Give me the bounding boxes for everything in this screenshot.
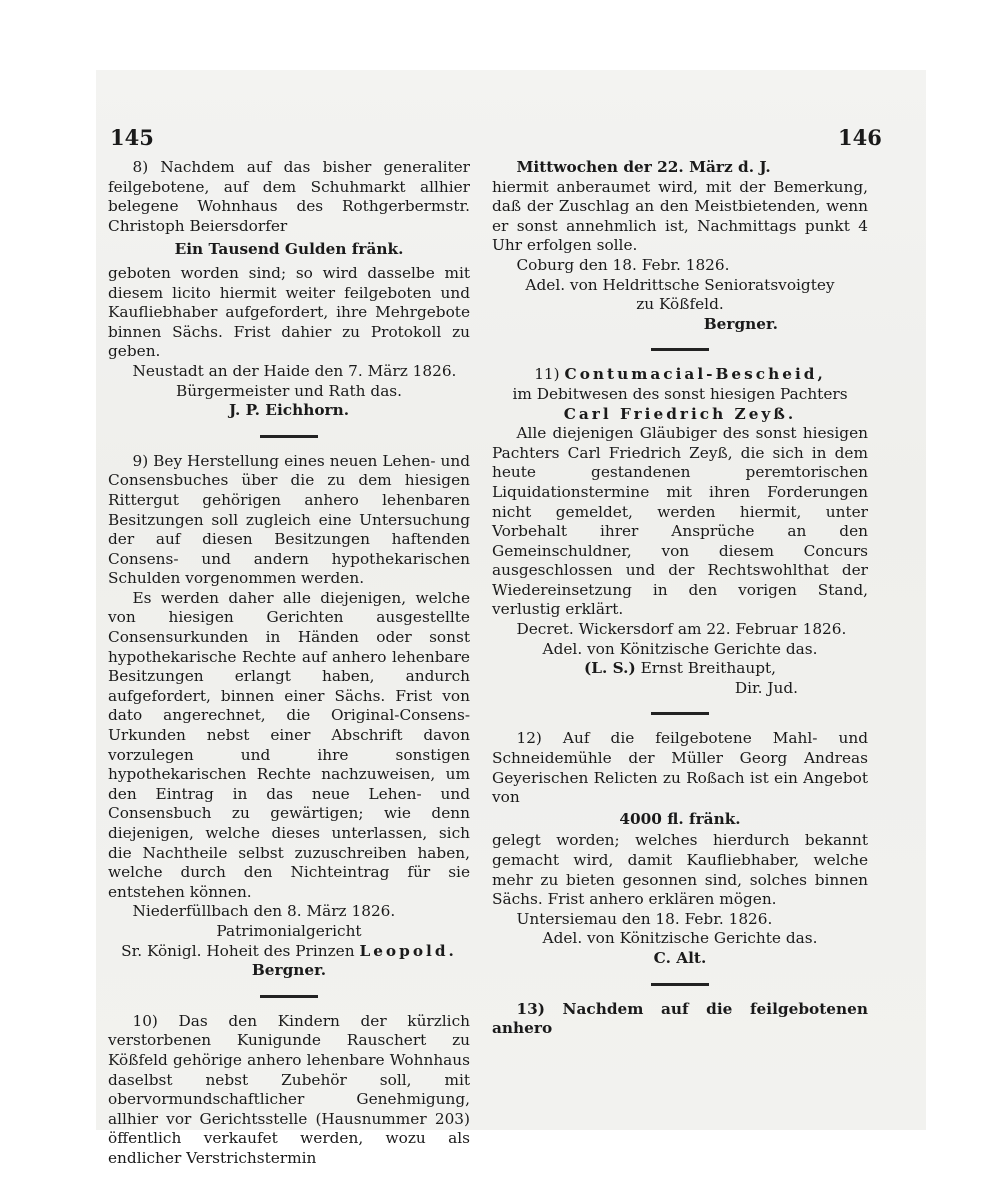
notice-12-signature-office: Adel. von Könitzische Gerichte das.	[542, 929, 818, 948]
notice-12-signature-name: C. Alt.	[653, 948, 707, 967]
notice-11-heading	[492, 365, 868, 385]
notice-8-text-cont: geboten worden sind; so wird dasselbe mit diesem licito hiermit weiter feilgeboten und Kaufliebhaber aufgefordert, ihre Mehrgebote binnen Sächs. Frist dahier zu Protokoll zu geben.	[108, 263, 470, 361]
notice-12-date: Untersiemau den 18. Febr. 1826.	[516, 909, 773, 928]
notice-10-text-cont: hiermit anberaumet wird, mit der Bemerkung, daß der Zuschlag an den Meistbietenden, wenn er sonst annehmlich ist, Nachmittags punkt 4 Uhr erfolgen solle.	[492, 177, 868, 255]
notice-12-amount: 4000 fl. fränk.	[619, 809, 741, 828]
notice-10-date: Coburg den 18. Febr. 1826.	[516, 255, 730, 274]
notice-12-text-cont: gelegt worden; welches hierdurch bekannt gemacht wird, damit Kaufliebhaber, welche mehr zu bieten gesonnen sind, solches binnen Sächs. Frist anhero erklären mögen.	[492, 831, 868, 909]
notice-9-text: 9) Bey Herstellung eines neuen Lehen- und Consensbuches über die zu dem hiesigen Rittergut gehörigen anhero lehenbaren Besitzungen soll zugleich eine Untersuchung der auf diesen Besitzungen haftenden Consens- und andern hypothekarischen Schulden vorgenommen werden.	[108, 451, 470, 588]
notice-11-seal: (L. S.)	[583, 659, 636, 678]
notice-9-signature-prince: Leopold.	[359, 941, 457, 960]
notice-8-signature-office: Bürgermeister und Rath das.	[175, 381, 403, 400]
notice-11-text: Alle diejenigen Gläubiger des sonst hiesigen Pachters Carl Friedrich Zeyß, die sich in dem heute gestandenen peremtorischen Liquidationstermine mit ihren Forderungen nicht gemeldet, werden hiermit, unter Vorbehalt ihrer Ansprüche an den Gemeinschuldner, von diesem Concurs ausgeschlossen und der Rechtswohlthat der Wiedereinsetzung in den vorigen Stand, verlustig erklärt.	[492, 424, 868, 619]
notice-8-date: Neustadt an der Haide den 7. März 1826.	[132, 361, 457, 380]
separator-rule	[651, 712, 709, 715]
notice-11-signature-title: Dir. Jud.	[734, 678, 798, 697]
separator-rule	[260, 435, 318, 438]
notice-11-debtor-name: Carl Friedrich Zeyß.	[563, 404, 797, 423]
page-number-right: 146	[838, 125, 882, 150]
notice-10-date-of-sale: Mittwochen der 22. März d. J.	[516, 158, 771, 176]
left-column	[108, 158, 470, 1169]
notice-8-amount: Ein Tausend Gulden fränk.	[174, 240, 404, 259]
page-number-left: 145	[110, 125, 154, 150]
notice-11-signature-office: Adel. von Könitzische Gerichte das.	[542, 639, 818, 658]
notice-11-date: Decret. Wickersdorf am 22. Februar 1826.	[516, 620, 847, 639]
notice-10-signature-place: zu Kößfeld.	[636, 295, 724, 314]
notice-10-signature-office: Adel. von Heldrittsche Senioratsvoigtey	[525, 275, 835, 294]
notice-8-signature-name: J. P. Eichhorn.	[228, 401, 350, 420]
separator-rule	[260, 995, 318, 998]
notice-12-text: 12) Auf die feilgebotene Mahl- und Schneidemühle der Müller Georg Andreas Geyerischen Relicten zu Roßach ist ein Angebot von	[492, 729, 868, 807]
notice-11-signature-line	[492, 659, 868, 679]
notice-8-text: 8) Nachdem auf das bisher generaliter feilgebotene, auf dem Schuhmarkt allhier belegene Wohnhaus des Rothgerbermstr. Christoph Beiersdorfer	[108, 158, 470, 235]
notice-11-signature-name: Ernst Breithaupt,	[640, 659, 777, 678]
notice-11-number: 11)	[534, 365, 560, 384]
notice-9-text-2: Es werden daher alle diejenigen, welche von hiesigen Gerichten ausgestellte Consensurkunden in Händen oder sonst hypothekarische Rechte auf anhero lehenbare Besitzungen erlangt haben, andurch aufgefordert, binnen einer Sächs. Frist von dato angerechnet, die Original-Consens-Urkunden nebst einer Abschrift davon vorzulegen und ihre sonstigen hypothekarischen Rechte nachzuweisen, um den Eintrag in das neue Lehen- und Consensbuch zu gewärtigen; wie denn diejenigen, welche dieses unterlassen, sich die Nachtheile selbst zuzuschreiben haben, welche durch den Nichteintrag für sie entstehen können.	[108, 588, 470, 901]
notice-9-signature-name: Bergner.	[251, 961, 327, 980]
notice-11-title: Contumacial-Bescheid,	[564, 365, 826, 384]
notice-10-signature-name: Bergner.	[703, 314, 778, 333]
notice-13-text: 13) Nachdem auf die feilgebotenen anhero	[492, 999, 868, 1038]
notice-9-signature-office: Patrimonialgericht	[216, 921, 362, 940]
notice-11-heading-line2: im Debitwesen des sonst hiesigen Pachters	[512, 384, 848, 403]
notice-10-text: 10) Das den Kindern der kürzlich verstorbenen Kunigunde Rauschert zu Kößfeld gehörige anhero lehenbare Wohnhaus daselbst nebst Zubehör soll, mit obervormundschaftlicher Genehmigung, allhier vor Gerichtsstelle (Hausnummer 203) öffentlich verkaufet werden, wozu als endlicher Verstrichstermin	[108, 1011, 470, 1167]
notice-9-signature-line	[108, 942, 470, 962]
separator-rule	[651, 983, 709, 986]
notice-9-signature-title: Sr. Königl. Hoheit des Prinzen	[121, 941, 355, 960]
right-column	[492, 158, 868, 1039]
notice-9-date: Niederfüllbach den 8. März 1826.	[132, 902, 396, 921]
separator-rule	[651, 348, 709, 351]
